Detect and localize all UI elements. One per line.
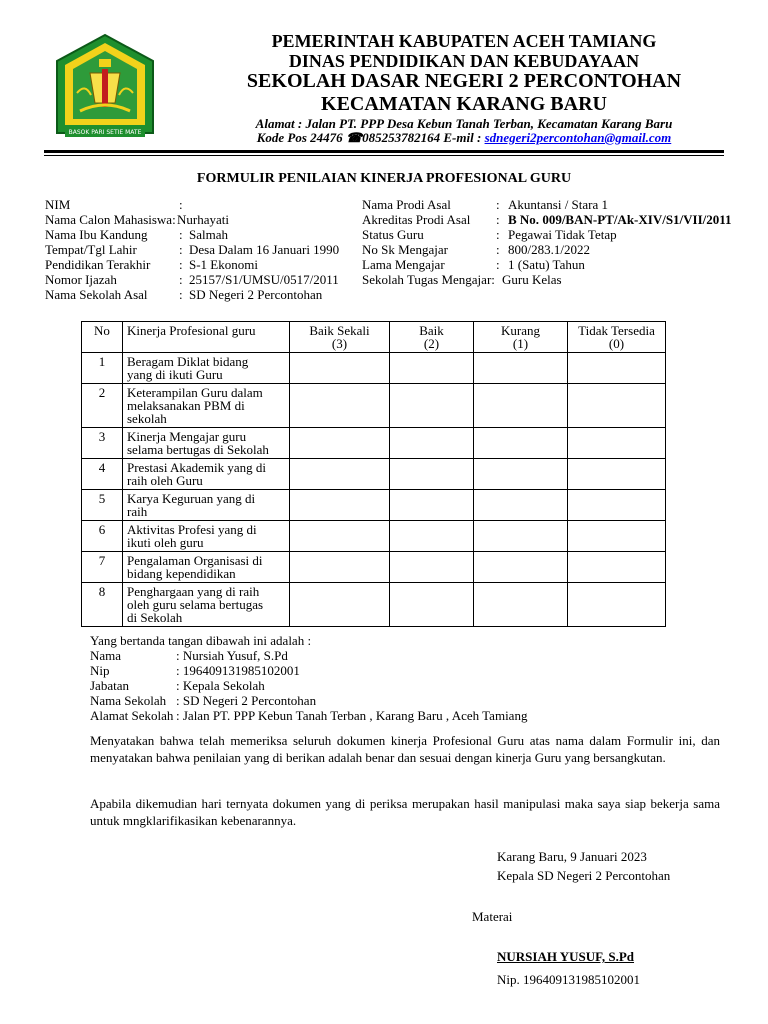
signer-info-row: [90, 708, 527, 723]
col-tidak-tersedia-header: Tidak Tersedia (0): [568, 322, 666, 353]
col-kinerja-header: Kinerja Profesional guru: [123, 322, 290, 353]
info-value: Salmah: [189, 227, 228, 242]
score-cell-kurang[interactable]: [474, 490, 568, 521]
criteria-line: oleh guru selama bertugas: [127, 597, 264, 612]
score-cell-tidak-tersedia[interactable]: [568, 353, 666, 384]
signer-info-label: Nama: [90, 648, 122, 663]
score-cell-baik-sekali[interactable]: [290, 552, 390, 583]
header-contact: [160, 130, 768, 146]
header-line-2: DINAS PENDIDIKAN DAN KEBUDAYAAN: [288, 51, 640, 71]
score-cell-kurang[interactable]: [474, 521, 568, 552]
score-cell-kurang[interactable]: [474, 353, 568, 384]
row-criteria: [123, 521, 290, 552]
signer-info-value: : Nursiah Yusuf, S.Pd: [176, 648, 288, 663]
school-logo: [55, 33, 155, 141]
score-cell-tidak-tersedia[interactable]: [568, 552, 666, 583]
info-row: [45, 242, 339, 257]
info-separator: :: [179, 242, 183, 257]
row-criteria: [123, 552, 290, 583]
score-cell-tidak-tersedia[interactable]: [568, 583, 666, 627]
info-label: No Sk Mengajar: [362, 242, 448, 257]
signer-info-value: : SD Negeri 2 Percontohan: [176, 693, 317, 708]
info-separator: :: [496, 257, 500, 272]
info-row: [45, 287, 339, 302]
header-line-4: KECAMATAN KARANG BARU: [321, 93, 607, 115]
signer-nip: Nip. 196409131985102001: [497, 972, 640, 987]
signer-info-value: : Kepala Sekolah: [176, 678, 265, 693]
info-value: S-1 Ekonomi: [189, 257, 258, 272]
header-rule-thick: [44, 150, 724, 153]
info-row: [362, 272, 732, 287]
info-separator: :: [496, 242, 500, 257]
row-number: 6: [82, 521, 123, 552]
info-value: Pegawai Tidak Tetap: [508, 227, 617, 242]
criteria-line: yang di ikuti Guru: [127, 367, 223, 382]
info-row: [45, 272, 339, 287]
info-label: Tempat/Tgl Lahir: [45, 242, 137, 257]
score-cell-baik-sekali[interactable]: [290, 353, 390, 384]
left-info-block: [45, 197, 339, 302]
signer-info-value: : Jalan PT. PPP Kebun Tanah Terban , Karang Baru , Aceh Tamiang: [176, 708, 528, 723]
score-cell-baik-sekali[interactable]: [290, 583, 390, 627]
criteria-line: selama bertugas di Sekolah: [127, 442, 269, 457]
signer-info-value: : 196409131985102001: [176, 663, 300, 678]
info-value: 009/BAN-PT/Ak-XIV/S1/VII/2011: [542, 212, 732, 227]
score-cell-kurang[interactable]: [474, 552, 568, 583]
info-row: [45, 197, 339, 212]
row-number: 4: [82, 459, 123, 490]
info-value: 1 (Satu) Tahun: [508, 257, 585, 272]
info-row: [362, 257, 732, 272]
row-number: 3: [82, 428, 123, 459]
info-label: Nama Sekolah Asal: [45, 287, 148, 302]
signer-info-label: Nip: [90, 663, 110, 678]
info-label: Pendidikan Terakhir: [45, 257, 151, 272]
col-baik-sekali-header: Baik Sekali (3): [290, 322, 390, 353]
table-row: [82, 428, 666, 459]
row-criteria: [123, 428, 290, 459]
score-cell-tidak-tersedia[interactable]: [568, 459, 666, 490]
row-number: 7: [82, 552, 123, 583]
score-cell-baik[interactable]: [390, 428, 474, 459]
score-cell-kurang[interactable]: [474, 459, 568, 490]
signer-info-label: Jabatan: [90, 678, 129, 693]
score-cell-baik-sekali[interactable]: [290, 521, 390, 552]
info-separator: :: [179, 287, 183, 302]
signer-info-row: [90, 663, 527, 678]
row-number: 1: [82, 353, 123, 384]
signer-name: NURSIAH YUSUF, S.Pd: [497, 949, 635, 964]
info-label: Status Guru: [362, 227, 424, 242]
score-cell-baik[interactable]: [390, 552, 474, 583]
signer-info-label: Nama Sekolah: [90, 693, 167, 708]
score-cell-baik[interactable]: [390, 521, 474, 552]
info-separator: :: [496, 197, 500, 212]
score-cell-tidak-tersedia[interactable]: [568, 384, 666, 428]
table-row: [82, 583, 666, 627]
info-label: NIM: [45, 197, 71, 212]
closing-position: Kepala SD Negeri 2 Percontohan: [497, 868, 671, 883]
criteria-line: Penghargaan yang di raih: [127, 584, 260, 599]
row-criteria: [123, 384, 290, 428]
table-row: [82, 459, 666, 490]
table-row: [82, 490, 666, 521]
criteria-line: di Sekolah: [127, 610, 183, 625]
score-cell-baik[interactable]: [390, 490, 474, 521]
info-row: [362, 227, 732, 242]
header-line-3: SEKOLAH DASAR NEGERI 2 PERCONTOHAN: [246, 70, 682, 92]
score-cell-baik[interactable]: [390, 384, 474, 428]
criteria-line: Keterampilan Guru dalam: [127, 385, 263, 400]
info-row: [45, 257, 339, 272]
info-row: [45, 212, 339, 227]
statement-paragraph-1: Menyatakan bahwa telah memeriksa seluruh dokumen kinerja Profesional Guru atas nama dalam Formulir ini, dan menyatakan bahwa penilaian yang di berikan adalah benar dan sesuai dengan kinerja Guru yang bersangkutan.: [90, 733, 720, 765]
logo-motto: BASOK PARI SETIE MATE: [68, 129, 142, 136]
email-link[interactable]: sdnegeri2percontohan@gmail.com: [484, 130, 672, 145]
signer-info-label: Alamat Sekolah: [90, 708, 174, 723]
criteria-line: melaksanakan PBM di: [127, 398, 245, 413]
header-line-1: PEMERINTAH KABUPATEN ACEH TAMIANG: [271, 31, 657, 51]
info-label: Akreditas Prodi Asal: [362, 212, 471, 227]
col-kurang-header: Kurang (1): [474, 322, 568, 353]
criteria-line: Karya Keguruan yang di: [127, 491, 256, 506]
info-value: 800/283.1/2022: [508, 242, 590, 257]
score-cell-kurang[interactable]: [474, 428, 568, 459]
info-value: SD Negeri 2 Percontohan: [189, 287, 323, 302]
table-header-row: [82, 322, 666, 353]
info-label: Nama Prodi Asal: [362, 197, 451, 212]
row-number: 2: [82, 384, 123, 428]
closing-place-date: Karang Baru, 9 Januari 2023: [497, 849, 647, 864]
info-value: Desa Dalam 16 Januari 1990: [189, 242, 340, 257]
criteria-line: Beragam Diklat bidang: [127, 354, 249, 369]
signer-intro: Yang bertanda tangan dibawah ini adalah :: [90, 633, 312, 648]
info-row: [362, 212, 732, 227]
score-cell-kurang[interactable]: [474, 384, 568, 428]
col-baik-header: Baik (2): [390, 322, 474, 353]
signer-info-block: [90, 648, 527, 723]
info-value: Guru Kelas: [502, 272, 562, 287]
phone-number: 085253782164 E-mil :: [362, 130, 482, 145]
criteria-line: Prestasi Akademik yang di: [127, 460, 267, 475]
info-row: [45, 227, 339, 242]
criteria-line: Pengalaman Organisasi di: [127, 553, 263, 568]
info-separator: :: [179, 197, 183, 212]
signer-info-row: [90, 648, 527, 663]
info-value: Nurhayati: [177, 212, 229, 227]
signer-info-row: [90, 693, 527, 708]
header-address: Alamat : Jalan PT. PPP Desa Kebun Tanah Terban, Kecamatan Karang Baru: [255, 116, 673, 131]
score-cell-baik[interactable]: [390, 583, 474, 627]
score-cell-tidak-tersedia[interactable]: [568, 428, 666, 459]
info-row: [362, 242, 732, 257]
score-cell-tidak-tersedia[interactable]: [568, 490, 666, 521]
score-cell-baik-sekali[interactable]: [290, 428, 390, 459]
info-separator: :: [179, 227, 183, 242]
score-cell-baik[interactable]: [390, 353, 474, 384]
header-rule-thin: [44, 155, 724, 156]
info-separator: :: [179, 272, 183, 287]
row-criteria: [123, 459, 290, 490]
info-separator: :: [496, 227, 500, 242]
criteria-line: raih: [127, 504, 148, 519]
info-label: Nama Ibu Kandung: [45, 227, 148, 242]
form-title: FORMULIR PENILAIAN KINERJA PROFESIONAL GURU: [196, 171, 572, 186]
signer-info-row: [90, 678, 527, 693]
criteria-line: Aktivitas Profesi yang di: [127, 522, 257, 537]
phone-icon: ☎: [345, 130, 363, 145]
info-label: Sekolah Tugas Mengajar:: [362, 272, 495, 287]
score-cell-baik-sekali[interactable]: [290, 490, 390, 521]
info-label: Nama Calon Mahasiswa:: [45, 212, 176, 227]
criteria-line: Kinerja Mengajar guru: [127, 429, 247, 444]
col-no-header: No: [82, 322, 123, 353]
row-criteria: [123, 353, 290, 384]
right-info-block: [362, 197, 732, 287]
row-criteria: [123, 583, 290, 627]
score-cell-baik-sekali[interactable]: [290, 384, 390, 428]
table-row: [82, 552, 666, 583]
score-cell-tidak-tersedia[interactable]: [568, 521, 666, 552]
table-row: [82, 353, 666, 384]
criteria-line: sekolah: [127, 411, 167, 426]
score-cell-baik-sekali[interactable]: [290, 459, 390, 490]
postal-code: Kode Pos 24476: [256, 130, 343, 145]
criteria-line: bidang kependidikan: [127, 566, 236, 581]
info-label: Lama Mengajar: [362, 257, 445, 272]
table-row: [82, 384, 666, 428]
score-cell-kurang[interactable]: [474, 583, 568, 627]
statement-paragraph-2: Apabila dikemudian hari ternyata dokumen yang di periksa merupakan hasil manipulasi maka saya siap bekerja sama untuk mngklarifikasikan kebenarannya.: [90, 796, 720, 828]
info-value: Akuntansi / Stara 1: [508, 197, 609, 212]
info-separator: :: [496, 212, 500, 227]
info-separator: :: [179, 257, 183, 272]
assessment-table: [81, 321, 666, 627]
info-row: [362, 197, 732, 212]
table-row: [82, 521, 666, 552]
info-label: Nomor Ijazah: [45, 272, 117, 287]
info-value: 25157/S1/UMSU/0517/2011: [189, 272, 339, 287]
row-number: 8: [82, 583, 123, 627]
row-number: 5: [82, 490, 123, 521]
row-criteria: [123, 490, 290, 521]
materai-label: Materai: [472, 909, 513, 924]
info-value-prefix: B No.: [508, 212, 543, 227]
criteria-line: ikuti oleh guru: [127, 535, 204, 550]
criteria-line: raih oleh Guru: [127, 473, 203, 488]
score-cell-baik[interactable]: [390, 459, 474, 490]
